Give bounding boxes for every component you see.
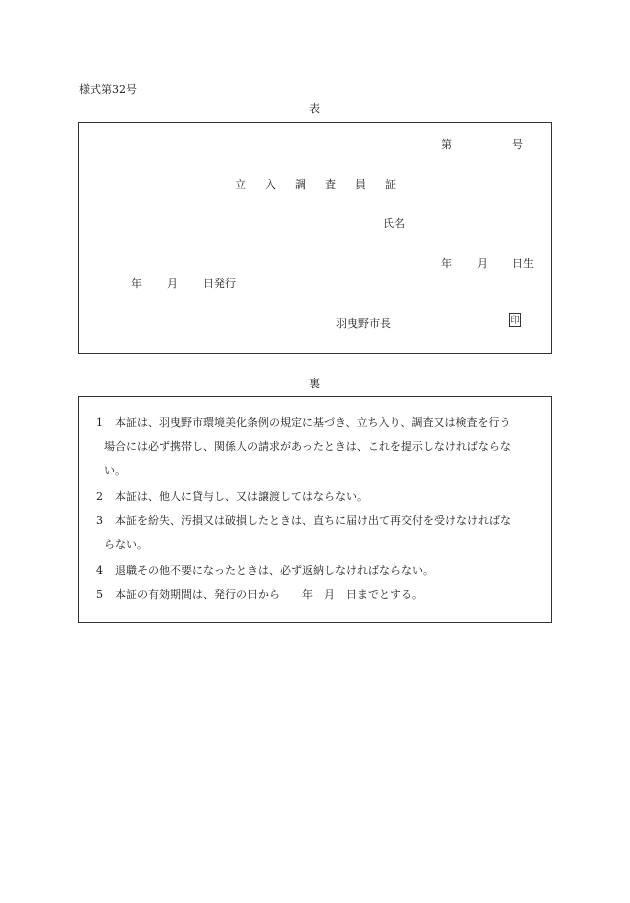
item-number: 5 (96, 588, 103, 601)
issue-day-label: 日発行 (203, 277, 236, 290)
back-item (96, 411, 540, 477)
card-title-char: 査 (325, 178, 336, 191)
issue-year-label: 年 (131, 277, 142, 290)
card-title-char: 立 (235, 178, 246, 191)
card-title-char: 証 (385, 178, 396, 191)
item-line: い。 (104, 464, 126, 477)
card-title-char: 員 (355, 178, 366, 191)
name-label: 氏名 (383, 217, 405, 230)
item-line: 本証は、他人に貸与し、又は譲渡してはならない。 (115, 490, 368, 503)
back-heading: 裏 (309, 377, 320, 390)
item-number: 2 (96, 490, 103, 503)
item-line: 本証の有効期間は、発行の日から 年 月 日までとする。 (115, 588, 423, 601)
back-item (96, 485, 540, 509)
item-line: 場合には必ず携帯し、関係人の請求があったときは、これを提示しなければならな (104, 440, 511, 453)
item-number: 4 (96, 564, 103, 577)
serial-go-label: 号 (512, 138, 523, 151)
back-item (96, 583, 540, 607)
item-number: 3 (96, 514, 103, 527)
birth-month-label: 月 (477, 257, 488, 270)
back-item (96, 559, 540, 583)
item-line: 本証は、羽曳野市環境美化条例の規定に基づき、立ち入り、調査又は検査を行う (115, 416, 511, 429)
back-item (96, 509, 540, 551)
serial-dai-label: 第 (441, 138, 452, 151)
card-title-char: 調 (295, 178, 306, 191)
birth-day-label: 日生 (512, 257, 534, 270)
item-line: 退職その他不要になったときは、必ず返納しなければならない。 (115, 564, 434, 577)
form-number: 様式第32号 (79, 83, 137, 96)
issue-month-label: 月 (167, 277, 178, 290)
item-line: 本証を紛失、汚損又は破損したときは、直ちに届け出て再交付を受けなければな (115, 514, 511, 527)
birth-year-label: 年 (441, 257, 452, 270)
card-title-char: 入 (265, 178, 276, 191)
front-heading: 表 (309, 102, 320, 115)
item-number: 1 (96, 416, 103, 429)
item-line: らない。 (104, 538, 148, 551)
seal-mark: 印 (509, 313, 521, 327)
issuer-label: 羽曳野市長 (336, 317, 391, 330)
front-card (78, 122, 552, 354)
